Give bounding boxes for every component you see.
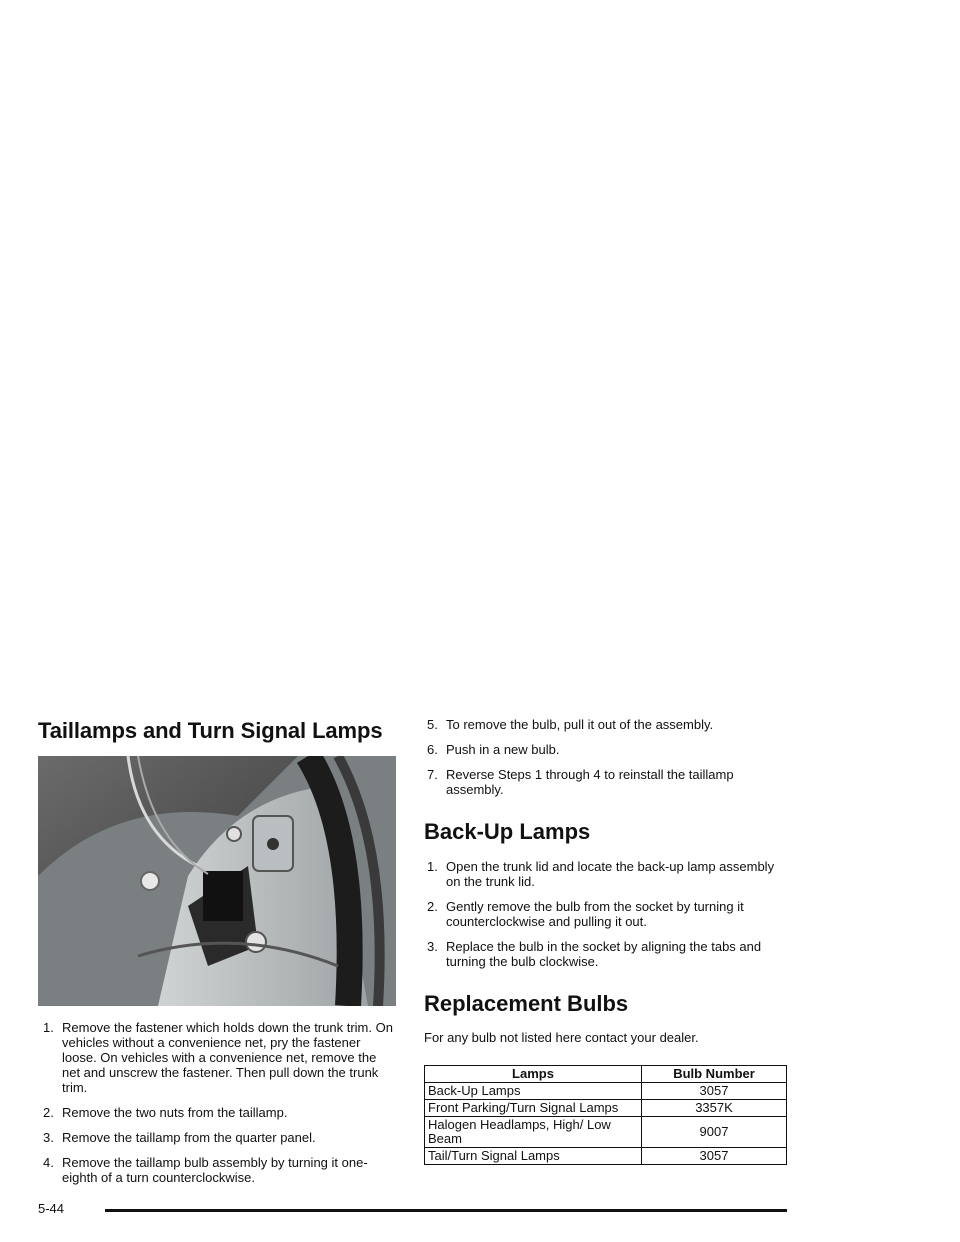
table-header-row — [425, 1066, 787, 1083]
taillamp-steps-list — [38, 1020, 396, 1185]
table-row — [425, 1083, 787, 1100]
right-column — [424, 718, 790, 1165]
bulb-number-cell: 3057 — [642, 1083, 787, 1100]
replacement-bulbs-heading: Replacement Bulbs — [424, 991, 629, 1016]
lamp-cell: Halogen Headlamps, High/ Low Beam — [425, 1117, 642, 1148]
list-item: 2. Gently remove the bulb from the socket by turning it counterclockwise and pulling it out. — [427, 899, 744, 929]
list-item: 3. Remove the taillamp from the quarter panel. — [43, 1130, 316, 1145]
bulb-number-cell: 3057 — [642, 1148, 787, 1165]
footer-rule — [105, 1209, 787, 1212]
list-item: 5. To remove the bulb, pull it out of the assembly. — [427, 717, 714, 732]
list-item: 1. Remove the fastener which holds down the trunk trim. On vehicles without a convenience net, pry the fastener loose. On vehicles with a convenience net, remove the net and unscrew the fastener. Then pull down the trunk trim. — [43, 1020, 393, 1095]
list-item: 2. Remove the two nuts from the taillamp. — [43, 1105, 288, 1120]
taillamps-heading: Taillamps and Turn Signal Lamps — [38, 718, 383, 743]
list-item: 1. Open the trunk lid and locate the back-up lamp assembly on the trunk lid. — [427, 859, 775, 889]
table-row — [425, 1100, 787, 1117]
table-row — [425, 1117, 787, 1148]
backup-steps-list — [424, 859, 790, 969]
bulbs-intro: For any bulb not listed here contact your dealer. — [424, 1030, 699, 1045]
lamp-cell: Back-Up Lamps — [425, 1083, 642, 1100]
page-number: 5-44 — [38, 1201, 65, 1216]
taillamp-photo — [38, 756, 396, 1006]
col-header-lamps: Lamps — [425, 1066, 642, 1083]
bulb-number-cell: 9007 — [642, 1117, 787, 1148]
left-column — [38, 718, 396, 1195]
lamp-cell: Front Parking/Turn Signal Lamps — [425, 1100, 642, 1117]
bulb-number-cell: 3357K — [642, 1100, 787, 1117]
backup-lamps-heading: Back-Up Lamps — [424, 819, 591, 844]
bulb-table — [424, 1065, 787, 1165]
lamp-cell: Tail/Turn Signal Lamps — [425, 1148, 642, 1165]
taillamp-steps-continued — [424, 717, 790, 797]
list-item: 6. Push in a new bulb. — [427, 742, 560, 757]
list-item: 3. Replace the bulb in the socket by aligning the tabs and turning the bulb clockwise. — [427, 939, 762, 969]
col-header-bulb-number: Bulb Number — [642, 1066, 787, 1083]
table-row — [425, 1148, 787, 1165]
list-item: 7. Reverse Steps 1 through 4 to reinstall the taillamp assembly. — [427, 767, 734, 797]
list-item: 4. Remove the taillamp bulb assembly by turning it one-eighth of a turn counterclockwise. — [43, 1155, 368, 1185]
